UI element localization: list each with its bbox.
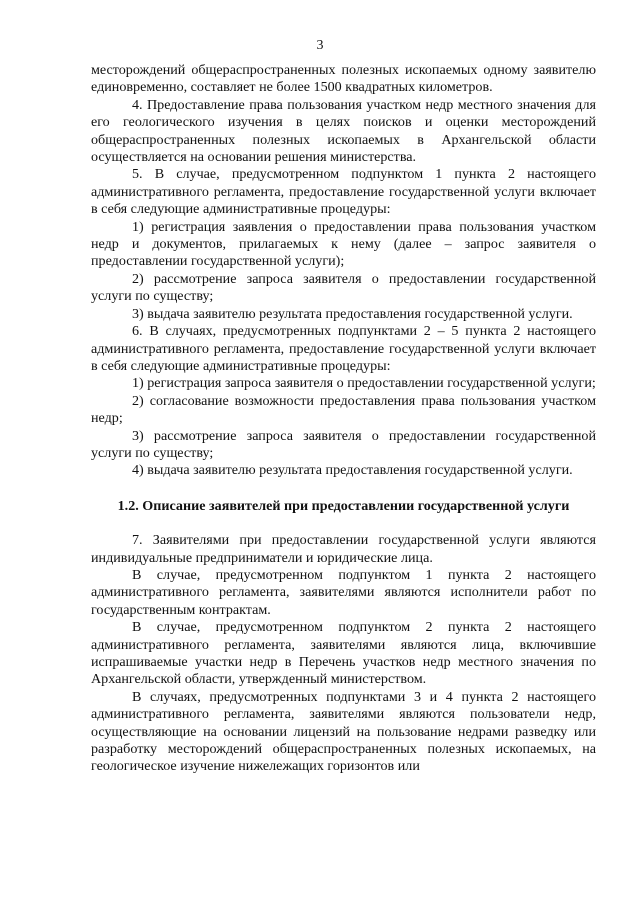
paragraph-item-7: 7. Заявителями при предоставлении государственной услуги являются индивидуальные предприниматели и юридические лица. bbox=[91, 532, 596, 566]
paragraph-item-5: 5. В случае, предусмотренном подпунктом 1 пункта 2 настоящего административного регламента, предоставление государственной услуги включает в себя следующие административные процедуры: bbox=[91, 166, 596, 218]
paragraph-applicants: В случаях, предусмотренных подпунктами 3 и 4 пункта 2 настоящего административного регламента, заявителями являются пользователи недр, осуществляющие на основании лицензий на пользование недрами разведку или разработку месторождений общераспространенных полезных ископаемых, на геологическое изучение нижележащих горизонтов или bbox=[91, 688, 596, 775]
procedure-item: 3) рассмотрение запроса заявителя о предоставлении государственной услуги по существу; bbox=[91, 427, 596, 461]
procedure-item: 1) регистрация заявления о предоставлении права пользования участком недр и документов, прилагаемых к нему (далее – запрос заявителя о предоставлении государственной услуги); bbox=[91, 218, 596, 270]
page-number: 3 bbox=[316, 38, 324, 53]
document-body bbox=[91, 62, 596, 776]
procedure-item: 1) регистрация запроса заявителя о предоставлении государственной услуги; bbox=[132, 375, 596, 392]
procedure-item: 4) выдача заявителю результата предоставления государственной услуги. bbox=[132, 462, 573, 479]
paragraph-item-6: 6. В случаях, предусмотренных подпунктами 2 – 5 пункта 2 настоящего административного регламента, предоставление государственной услуги включает в себя следующие административные процедуры: bbox=[91, 323, 596, 374]
procedure-item: 2) рассмотрение запроса заявителя о предоставлении государственной услуги по существу; bbox=[91, 270, 596, 305]
paragraph-item-4: 4. Предоставление права пользования участком недр местного значения для его геологического изучения в целях поисков и оценки месторождений общераспространенных полезных ископаемых в Архангельской области осуществляется на основании решения министерства. bbox=[91, 96, 596, 166]
paragraph-applicants: В случае, предусмотренном подпунктом 2 пункта 2 настоящего административного регламента, заявителями являются лица, включившие испрашиваемые участки недр в Перечень участков недр местного значения по Архангельской области, утвержденный министерством. bbox=[91, 619, 596, 688]
paragraph-applicants: В случае, предусмотренном подпунктом 1 пункта 2 настоящего административного регламента, заявителями являются исполнители работ по государственным контрактам. bbox=[91, 566, 596, 618]
procedure-item: 2) согласование возможности предоставления права пользования участком недр; bbox=[91, 392, 596, 427]
paragraph-continuation: месторождений общераспространенных полезных ископаемых одному заявителю единовременно, составляет не более 1500 квадратных километров. bbox=[91, 62, 596, 96]
procedure-item: 3) выдача заявителю результата предоставления государственной услуги. bbox=[132, 305, 573, 322]
section-heading: 1.2. Описание заявителей при предоставлении государственной услуги bbox=[117, 497, 570, 514]
